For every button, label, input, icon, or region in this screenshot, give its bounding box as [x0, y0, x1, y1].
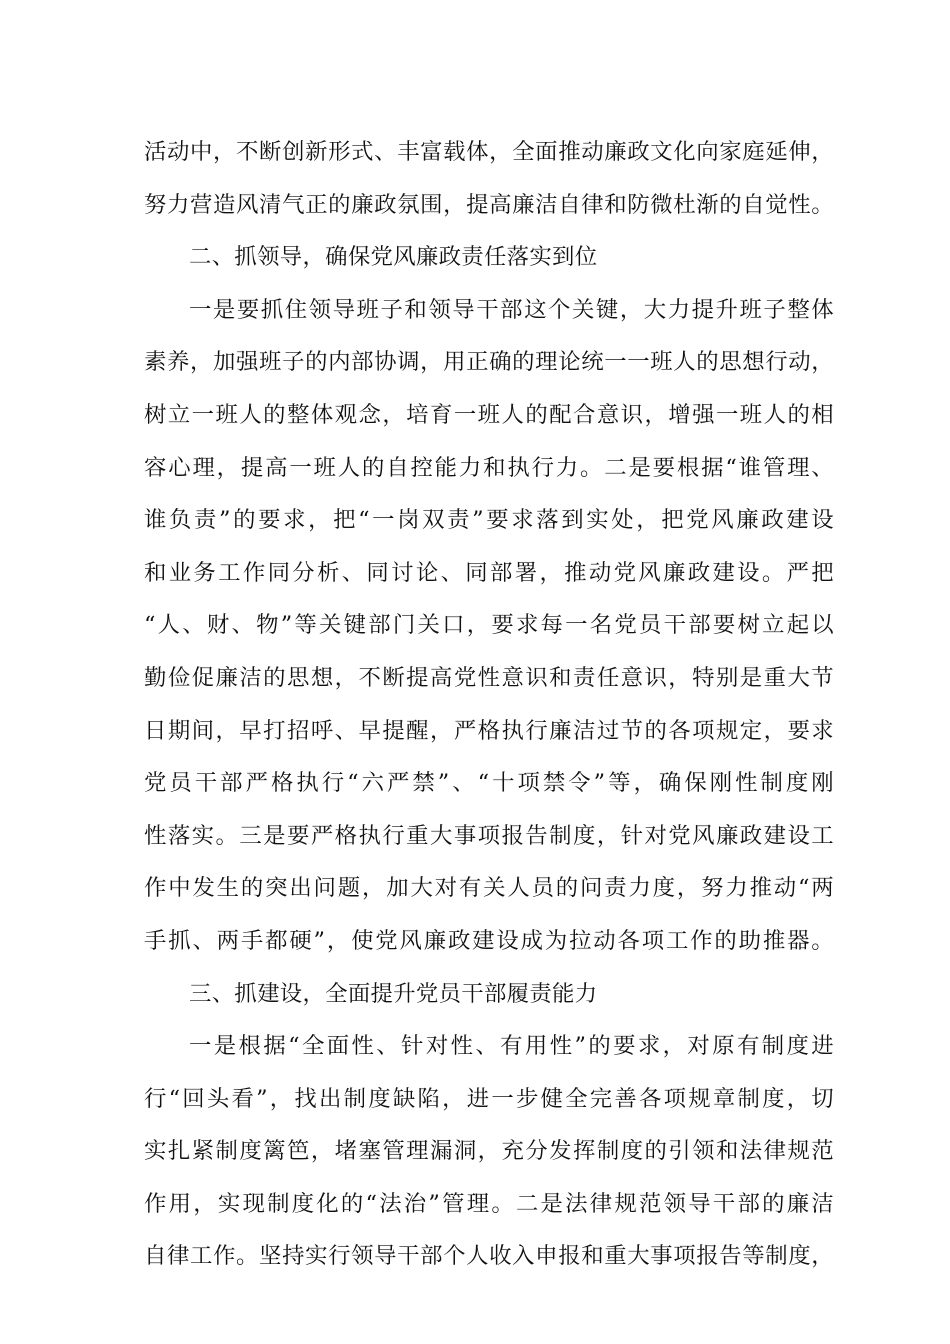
paragraph-line: 活动中，不断创新形式、丰富载体，全面推动廉政文化向家庭延伸， [144, 139, 834, 165]
paragraph-line: 手抓、两手都硬”，使党风廉政建设成为拉动各项工作的助推器。 [144, 927, 834, 954]
body-text [144, 126, 834, 1283]
paragraph-line: 作用，实现制度化的“法治”管理。二是法律规范领导干部的廉洁 [144, 1190, 834, 1217]
paragraph-line: 树立一班人的整体观念，培育一班人的配合意识，增强一班人的相 [144, 401, 834, 428]
paragraph-line: “人、财、物”等关键部门关口，要求每一名党员干部要树立起以 [144, 612, 834, 639]
paragraph-line: 行“回头看”，找出制度缺陷，进一步健全完善各项规章制度，切 [144, 1085, 834, 1112]
paragraph-line: 实扎紧制度篱笆，堵塞管理漏洞，充分发挥制度的引领和法律规范 [144, 1138, 834, 1165]
paragraph-line: 和业务工作同分析、同讨论、同部署，推动党风廉政建设。严把 [144, 559, 834, 586]
paragraph-line: 作中发生的突出问题，加大对有关人员的问责力度，努力推动“两 [144, 875, 834, 902]
paragraph-line: 自律工作。坚持实行领导干部个人收入申报和重大事项报告等制度， [144, 1243, 834, 1270]
paragraph-line: 素养，加强班子的内部协调，用正确的理论统一一班人的思想行动， [144, 349, 834, 376]
paragraph-line: 勤俭促廉洁的思想，不断提高党性意识和责任意识，特别是重大节 [144, 664, 834, 691]
paragraph-line: 努力营造风清气正的廉政氛围，提高廉洁自律和防微杜渐的自觉性。 [144, 191, 834, 218]
paragraph-line: 一是要抓住领导班子和领导干部这个关键，大力提升班子整体 [189, 296, 834, 323]
paragraph-line: 日期间，早打招呼、早提醒，严格执行廉洁过节的各项规定，要求 [144, 717, 834, 744]
paragraph-line: 性落实。三是要严格执行重大事项报告制度，针对党风廉政建设工 [144, 822, 834, 849]
paragraph-line: 党员干部严格执行“六严禁”、“十项禁令”等，确保刚性制度刚 [144, 770, 834, 797]
paragraph-line: 一是根据“全面性、针对性、有用性”的要求，对原有制度进 [189, 1033, 834, 1060]
section-heading: 三、抓建设，全面提升党员干部履责能力 [189, 980, 598, 1007]
section-heading: 二、抓领导，确保党风廉政责任落实到位 [189, 244, 598, 271]
paragraph-line: 谁负责”的要求，把“一岗双责”要求落到实处，把党风廉政建设 [144, 507, 834, 534]
paragraph-line: 容心理，提高一班人的自控能力和执行力。二是要根据“谁管理、 [144, 454, 834, 481]
